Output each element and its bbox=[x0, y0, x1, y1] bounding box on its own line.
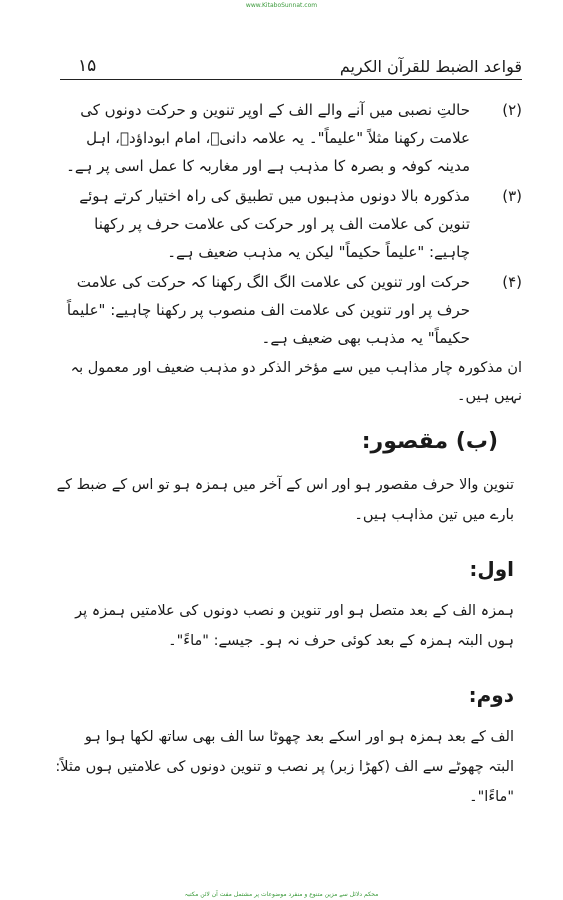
page-header bbox=[60, 52, 522, 80]
sub-heading-second: دوم: bbox=[468, 683, 514, 707]
sub-heading-first: اول: bbox=[469, 557, 514, 581]
item-number: (۳) bbox=[502, 187, 522, 205]
list-item bbox=[55, 182, 522, 266]
main-content bbox=[55, 96, 522, 812]
item-text: حرکت اور تنوین کی علامت الگ الگ رکھنا کہ حرکت کی علامت حرف پر اور تنوین کی علامت الف منصوب پر رکھنا چاہیے: "علیماً حکیماً" یہ مذہب بھی ضعیف ہے۔ bbox=[66, 273, 470, 347]
sub-section-text: ہمزہ الف کے بعد متصل ہو اور تنوین و نصب دونوں کی علامتیں ہمزہ پر ہوں البتہ ہمزہ کے بعد کوئی حرف نہ ہو۔ جیسے: "ماءً"۔ bbox=[75, 603, 514, 649]
header-rule bbox=[60, 79, 522, 80]
list-item bbox=[55, 96, 522, 180]
running-title: قواعد الضبط للقرآن الكريم bbox=[339, 57, 522, 76]
item-number: (۴) bbox=[502, 273, 522, 291]
summary-paragraph: ان مذکورہ چار مذاہب میں سے مؤخر الذکر دو مذہب ضعیف اور معمول بہ نہیں ہیں۔ bbox=[70, 360, 522, 404]
item-number: (۲) bbox=[502, 101, 522, 119]
page-number: ۱۵ bbox=[78, 56, 97, 76]
footer-note: محکم دلائل سے مزین متنوع و منفرد موضوعات پر مشتمل مفت آن لائن مکتبہ bbox=[184, 891, 379, 898]
section-heading: (ب) مقصور: bbox=[361, 429, 498, 454]
section-intro: تنوین والا حرف مقصور ہو اور اس کے آخر میں ہمزہ ہو تو اس کے ضبط کے بارے میں تین مذاہب ہیں۔ bbox=[56, 477, 514, 523]
item-text: حالتِ نصبی میں آنے والے الف کے اوپر تنوین و حرکت دونوں کی علامت رکھنا مثلاً "علیماً"۔ یہ علامہ دانیؒ، امام ابوداؤدؒ، اہل مدینہ کوفہ و بصرہ کا مذہب ہے اور مغاربہ کا عمل اسی پر ہے۔ bbox=[66, 101, 470, 175]
sub-section-text: الف کے بعد ہمزہ ہو اور اسکے بعد چھوٹا سا الف بھی ساتھ لکھا ہوا ہو البتہ چھوٹے سے الف (کھڑا زبر) پر نصب و تنوین دونوں کی علامتیں ہوں مثلاً: "ماءًا"۔ bbox=[55, 729, 514, 805]
item-text: مذکورہ بالا دونوں مذہبوں میں تطبیق کی راہ اختیار کرتے ہوئے تنوین کی علامت الف پر اور حرکت کی علامت حرف پر رکھنا چاہیے: "علیماً حکیماً" لیکن یہ مذہب ضعیف ہے۔ bbox=[79, 187, 470, 261]
source-url: www.KitaboSunnat.com bbox=[245, 2, 318, 9]
list-item bbox=[55, 268, 522, 352]
